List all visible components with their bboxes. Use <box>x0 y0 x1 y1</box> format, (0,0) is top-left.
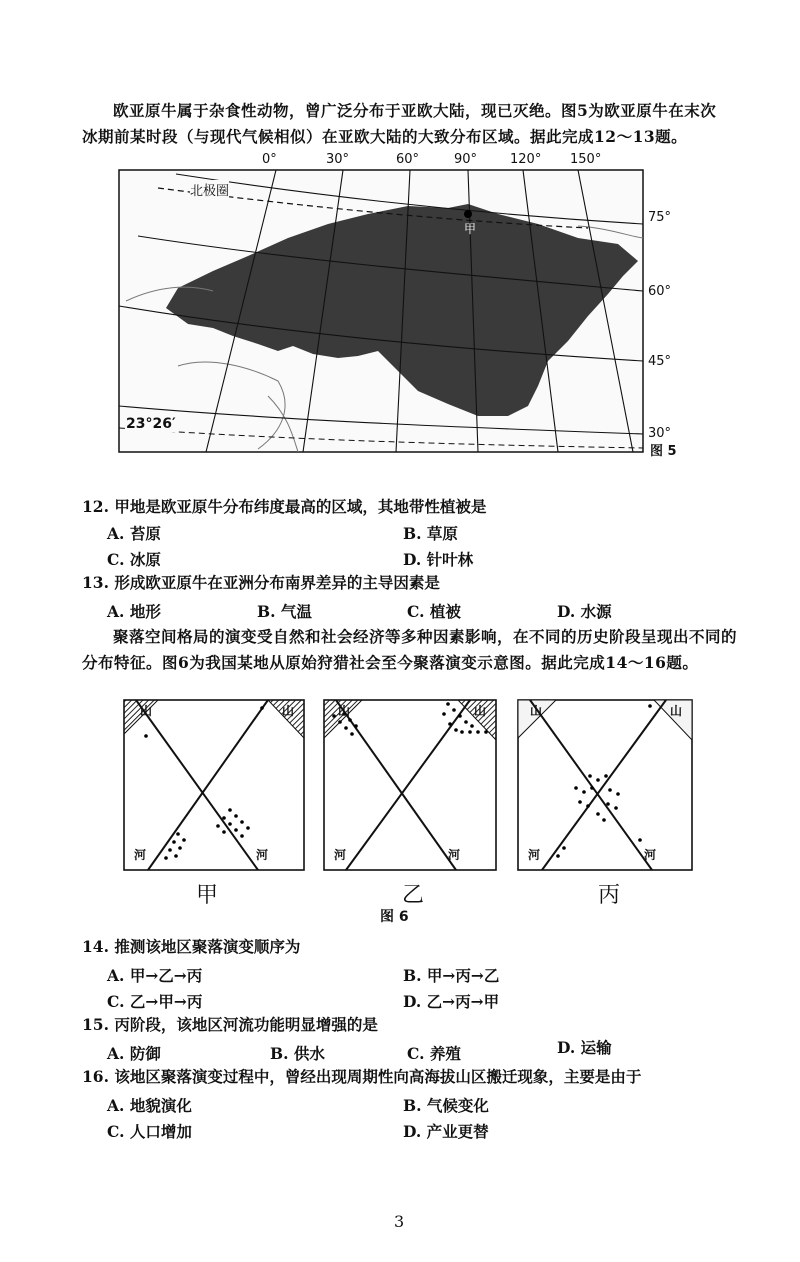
lat-label: 60° <box>648 284 672 299</box>
lon-label: 60° <box>396 152 420 167</box>
lon-label: 30° <box>326 152 350 167</box>
q16-option-a: A. 地貌演化 <box>107 1096 192 1115</box>
q15-option-c: C. 养殖 <box>407 1044 461 1063</box>
q12-option-a: A. 苔原 <box>107 524 161 543</box>
q12-option-d: D. 针叶林 <box>403 550 474 569</box>
panel-jia <box>124 700 304 870</box>
q14-option-d: D. 乙→丙→甲 <box>403 992 500 1011</box>
q16-option-c: C. 人口增加 <box>107 1122 192 1141</box>
point-jia-label: 甲 <box>464 222 477 236</box>
q15-option-b: B. 供水 <box>270 1044 325 1063</box>
q12-option-b: B. 草原 <box>403 524 458 543</box>
figure-5-caption: 图 5 <box>650 444 677 459</box>
q13-option-c: C. 植被 <box>407 602 461 621</box>
page-number: 3 <box>394 1212 405 1231</box>
mountain-label: 山 <box>670 704 683 718</box>
question-13-stem: 13. 形成欧亚原牛在亚洲分布南界差异的主导因素是 <box>82 573 440 592</box>
q12-option-c: C. 冰原 <box>107 550 161 569</box>
panel-label-bing: 丙 <box>598 883 621 908</box>
question-12-stem: 12. 甲地是欧亚原牛分布纬度最高的区域，其地带性植被是 <box>82 497 487 516</box>
lon-label: 90° <box>454 152 478 167</box>
q16-option-d: D. 产业更替 <box>403 1122 489 1141</box>
q14-option-b: B. 甲→丙→乙 <box>403 966 500 985</box>
river-label: 河 <box>256 848 269 862</box>
river-label: 河 <box>644 848 657 862</box>
map-svg <box>118 166 678 466</box>
q15-option-a: A. 防御 <box>107 1044 161 1063</box>
mountain-label: 山 <box>140 704 153 718</box>
point-jia-marker <box>464 210 472 218</box>
intro-paragraph-2: 聚落空间格局的演变受自然和社会经济等多种因素影响，在不同的历史阶段呈现出不同的分布特征。图6为我国某地从原始狩猎社会至今聚落演变示意图。据此完成14～16题。 <box>82 627 738 672</box>
arctic-circle-label: 北极圈 <box>190 180 229 199</box>
intro-paragraph-1: 欧亚原牛属于杂食性动物，曾广泛分布于亚欧大陆，现已灭绝。图5为欧亚原牛在末次冰期前某时段（与现代气候相似）在亚欧大陆的大致分布区域。据此完成12～13题。 <box>82 101 717 146</box>
panel-bing <box>518 700 692 870</box>
q13-option-a: A. 地形 <box>107 602 161 621</box>
lat-label: 30° <box>648 426 672 441</box>
tropic-label: 23°26′ <box>126 416 176 432</box>
q16-option-b: B. 气候变化 <box>403 1096 489 1115</box>
mountain-label: 山 <box>338 704 351 718</box>
question-16-stem: 16. 该地区聚落演变过程中，曾经出现周期性向高海拔山区搬迁现象，主要是由于 <box>82 1067 642 1086</box>
figure-5-map <box>118 152 678 466</box>
mountain-label: 山 <box>474 704 487 718</box>
question-15-stem: 15. 丙阶段，该地区河流功能明显增强的是 <box>82 1015 378 1034</box>
river-label: 河 <box>334 848 347 862</box>
mountain-label: 山 <box>530 704 543 718</box>
q13-option-d: D. 水源 <box>557 602 612 621</box>
lat-label: 45° <box>648 354 672 369</box>
q14-option-c: C. 乙→甲→丙 <box>107 992 203 1011</box>
lon-label: 0° <box>262 152 277 167</box>
panel-label-yi: 乙 <box>402 883 425 908</box>
panel-yi <box>324 700 496 870</box>
figure-6 <box>118 696 698 916</box>
figure-6-svg <box>118 696 698 876</box>
q15-option-d: D. 运输 <box>557 1038 612 1057</box>
lon-label: 150° <box>570 152 602 167</box>
figure-6-caption: 图 6 <box>380 909 409 925</box>
river-label: 河 <box>134 848 147 862</box>
question-14-stem: 14. 推测该地区聚落演变顺序为 <box>82 937 301 956</box>
q14-option-a: A. 甲→乙→丙 <box>107 966 203 985</box>
lat-label: 75° <box>648 210 672 225</box>
river-label: 河 <box>448 848 461 862</box>
mountain-label: 山 <box>282 704 295 718</box>
panel-label-jia: 甲 <box>196 883 219 908</box>
lon-label: 120° <box>510 152 542 167</box>
q13-option-b: B. 气温 <box>257 602 312 621</box>
river-label: 河 <box>528 848 541 862</box>
